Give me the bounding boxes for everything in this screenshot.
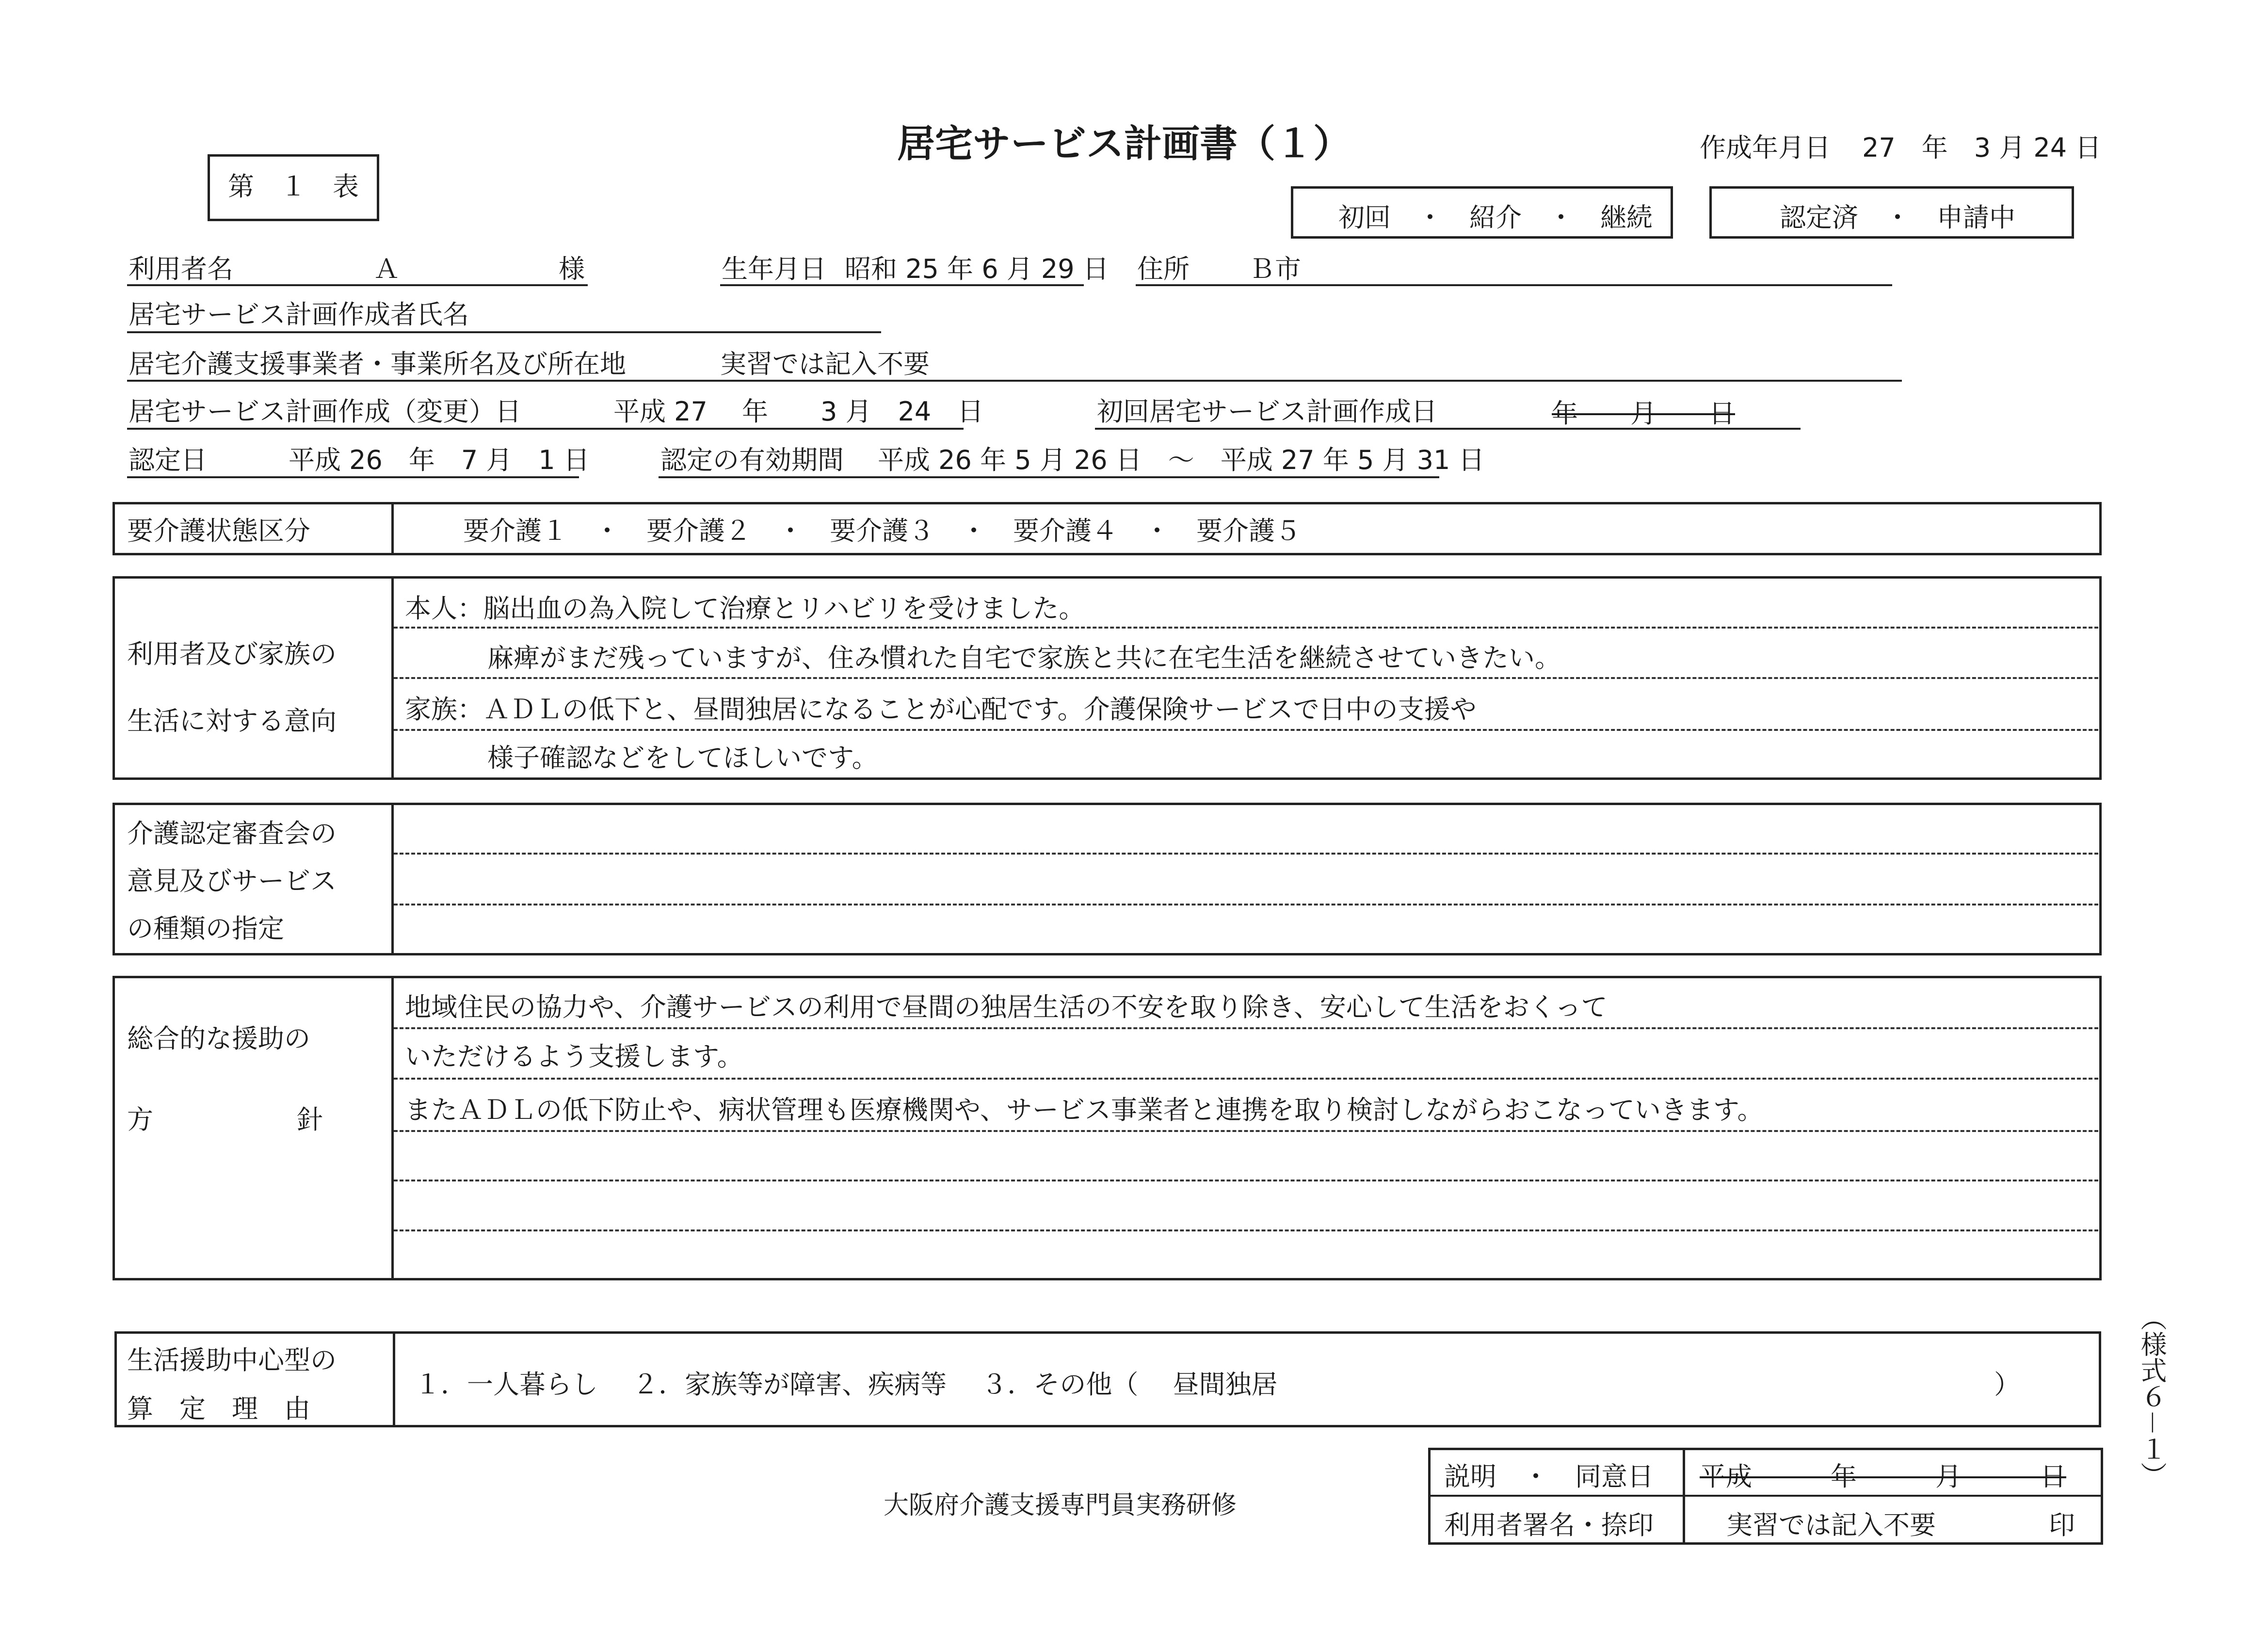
address-value: Ｂ市 [1249,254,1301,284]
office-underline [127,380,1902,382]
cert-date-underline [127,476,579,478]
care-level-divider [391,502,394,555]
review-label-line3: の種類の指定 [127,913,284,944]
form-number: （様式６－１） [2137,1305,2167,1488]
policy-line-1: 地域住民の協力や、介護サービスの利用で昼間の独居生活の不安を取り除き、安心して生活をおくって [405,992,1608,1022]
intention-label-line2: 生活に対する意向 [127,706,337,736]
consent-row-divider [1428,1495,2103,1497]
planner-underline [127,331,881,333]
cert-status-options: 認定済 ・ 申請中 [1780,202,2015,233]
organization-name: 大阪府介護支援専門員実務研修 [884,1491,1237,1520]
first-plan-underline [1095,428,1801,430]
policy-dash-4 [394,1180,2098,1181]
intention-dash-1 [394,627,2098,629]
policy-dash-2 [394,1078,2098,1080]
address-label: 住所 [1137,254,1190,284]
signature-value: 実習では記入不要 [1726,1510,1936,1540]
first-plan-value: 年 月 日 [1552,398,1735,429]
birth-label: 生年月日 [722,254,826,284]
policy-divider [391,976,394,1280]
created-date-label: 作成年月日 [1700,132,1831,163]
signature-label: 利用者署名・捺印 [1444,1510,1654,1540]
intention-label-line1: 利用者及び家族の [127,639,337,669]
valid-period-value: 平成 26 年 5 月 26 日 ～ 平成 27 年 5 月 31 日 [878,445,1485,475]
policy-dash-1 [394,1027,2098,1029]
office-label: 居宅介護支援事業者・事業所名及び所在地 [129,349,626,379]
plan-date-value: 平成 27 年 3 月 24 日 [613,396,984,427]
plan-date-label: 居宅サービス計画作成（変更）日 [129,396,521,427]
care-level-options[interactable]: 要介護１ ・ 要介護２ ・ 要介護３ ・ 要介護４ ・ 要介護５ [463,516,1301,546]
policy-label-line2a: 方 [127,1104,153,1135]
review-dash-2 [394,904,2098,905]
review-dash-1 [394,853,2098,855]
livelihood-label-line1: 生活援助中心型の [127,1345,337,1375]
user-name-underline [127,284,588,286]
intention-line-2: 麻痺がまだ残っていますが、住み慣れた自宅で家族と共に在宅生活を継続させていきたい。 [487,643,1561,673]
valid-period-underline [659,476,1439,478]
livelihood-divider [393,1331,395,1427]
planner-label: 居宅サービス計画作成者氏名 [129,299,469,330]
policy-line-2: いただけるよう支援します。 [405,1041,743,1072]
user-name-value: Ａ [373,254,400,284]
review-label-line1: 介護認定審査会の [127,818,337,849]
consent-label: 説明 ・ 同意日 [1444,1461,1654,1492]
plan-date-underline [127,428,964,430]
birth-underline [720,284,1084,286]
policy-line-3: またＡＤＬの低下防止や、病状管理も医療機関や、サービス事業者と連携を取り検討しながらおこなっていきます。 [405,1095,1764,1125]
policy-label-line2b: 針 [297,1104,323,1135]
user-name-suffix: 様 [559,254,585,284]
cert-date-label: 認定日 [129,445,207,475]
care-level-label: 要介護状態区分 [127,516,310,546]
review-label-line2: 意見及びサービス [127,866,337,896]
policy-dash-5 [394,1229,2098,1231]
intention-line-4: 様子確認などをしてほしいです。 [487,743,878,773]
page-title: 居宅サービス計画書（１） [897,122,1351,166]
review-table [113,803,2102,955]
office-value: 実習では記入不要 [720,349,930,379]
first-plan-label: 初回居宅サービス計画作成日 [1097,396,1437,427]
review-divider [391,803,394,955]
plan-type-options: 初回 ・ 紹介 ・ 継続 [1338,202,1653,233]
birth-value: 昭和 25 年 6 月 29 日 [845,254,1109,284]
policy-label-line1: 総合的な援助の [127,1023,310,1054]
policy-dash-3 [394,1130,2098,1132]
livelihood-label-line2: 算 定 理 由 [127,1393,310,1424]
livelihood-options[interactable]: １．一人暮らし ２．家族等が障害、疾病等 ３．その他（ 昼間独居 [415,1369,1278,1400]
intention-line-3: 家族：ＡＤＬの低下と、昼間独居になることが心配です。介護保険サービスで日中の支援や [405,694,1477,725]
consent-value: 平成 年 月 日 [1700,1461,2066,1492]
address-underline [1136,284,1892,286]
seal-mark: 印 [2049,1510,2075,1540]
intention-dash-2 [394,677,2098,679]
created-date-value: 27 年 3 月 24 日 [1862,132,2102,163]
cert-date-value: 平成 26 年 7 月 1 日 [289,445,590,475]
valid-period-label: 認定の有効期間 [660,445,844,475]
intention-dash-3 [394,729,2098,731]
table-number: 第 １ 表 [228,171,359,202]
livelihood-close-paren: ） [1994,1369,2020,1400]
intention-line-1: 本人：脳出血の為入院して治療とリハビリを受けました。 [405,593,1085,624]
user-name-label: 利用者名 [129,254,233,284]
